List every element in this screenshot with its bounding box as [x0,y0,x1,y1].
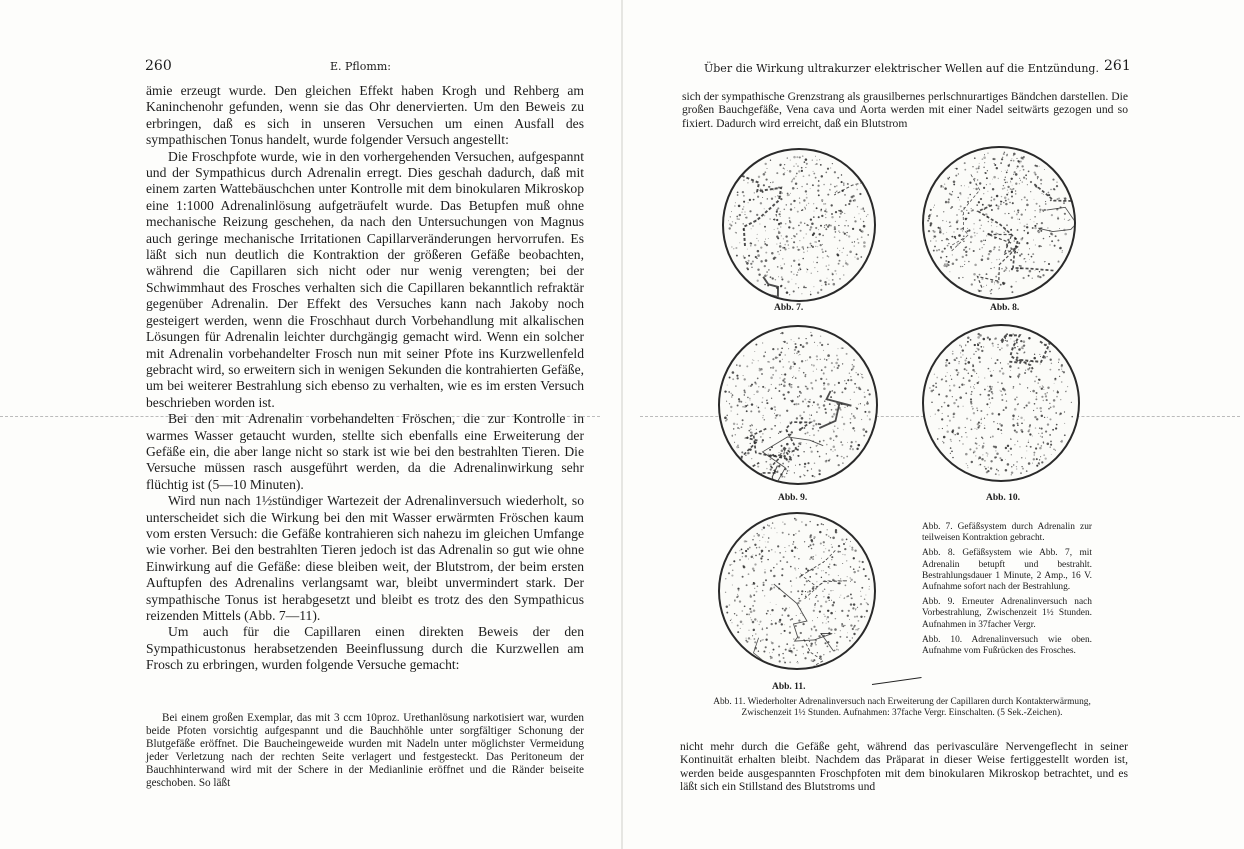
caption-10: Abb. 10. Adrenalinversuch wie oben. Aufnahme vom Fußrücken des Frosches. [922,634,1092,657]
micrograph-abb-10 [922,324,1080,482]
micrograph-abb-7 [722,148,876,302]
figure-label-11: Abb. 11. [772,682,806,692]
figure-label-8: Abb. 8. [990,303,1020,313]
running-head-left: E. Pflomm: [330,60,391,73]
paragraph-2: Die Froschpfote wurde, wie in den vorhergehenden Versuchen, aufgespannt und der Sympathicus durch Adrenalin erregt. Dies geschah dadurch, daß mit einem zarten Wattebäuschchen unter Kontrolle mit dem binokularen Mikroskop eine 1:1000 Adrenalinlösung aufgeträufelt wurde. Das Betupfen muß ohne mechanische Reizung geschehen, da nach den Untersuchungen von Magnus auch geringe mechanische Irritationen Capillarveränderungen hervorrufen. Es läßt sich nun deutlich die Kontraktion der größeren Gefäße beobachten, während die Capillaren sich nicht oder nur wenig verengten; bei der Schwimmhaut des Frosches verhalten sich die Capillaren bekanntlich refraktär gegenüber Adrenalin. Der Effekt des Versuches kann nach Jakoby noch gesteigert werden, wenn die Froschhaut durch Vorbehandlung mit alkalischen Lösungen für Adrenalin leichter durchgängig gemacht wird. Wenn ein solcher mit Adrenalin vorbehandelter Frosch nun mit seiner Pfote ins Kurzwellenfeld gebracht wird, so erweitern sich in wenigen Sekunden die kontrahierten Gefäße, um bei weiterer Bestrahlung sich ebenso zu verhalten, wie es im ersten Versuch beschrieben worden ist. [146,148,584,410]
right-bottom-text: nicht mehr durch die Gefäße geht, während das perivasculäre Nervengeflecht in seiner Kontinuität erhalten bleibt. Nachdem das Präparat in dieser Weise fertiggestellt worden ist, werden beide ausgespannten Froschpfoten mit dem binokularen Mikroskop betrachtet, und es läßt sich ein Stillstand des Blutstroms und [680,740,1128,794]
figure-label-10: Abb. 10. [986,493,1021,503]
micrograph-abb-8 [922,146,1076,300]
caption-8: Abb. 8. Gefäßsystem wie Abb. 7, mit Adrenalin betupft und bestrahlt. Bestrahlungsdauer 1 Minute, 2 Amp., 16 V. Aufnahme sofort nach der Bestrahlung. [922,548,1092,593]
pointer-line [872,677,922,685]
caption-7: Abb. 7. Gefäßsystem durch Adrenalin zur teilweisen Kontraktion gebracht. [922,522,1092,544]
micrograph-abb-11 [718,512,876,670]
paragraph-3: Bei den mit Adrenalin vorbehandelten Fröschen, die zur Kontrolle in warmes Wasser getaucht wurden, stellte sich ebenfalls eine Erweiterung der Gefäße ein, die aber lange nicht so stark ist wie bei den bestrahlten Tieren. Die Versuche müssen rasch ausgeführt werden, da die Adrenalinwirkung sehr flüchtig ist (5—10 Minuten). [146,411,584,492]
figure-label-9: Abb. 9. [778,493,808,503]
paragraph-5: Um auch für die Capillaren einen direkten Beweis der den Sympathicustonus herabsetzenden Beeinflussung durch die Kurzwellen am Frosch zu erbringen, wurden folgende Versuche gemacht: [146,624,584,673]
paragraph-1: ämie erzeugt wurde. Den gleichen Effekt haben Krogh und Rehberg am Kaninchenohr gefunden, wenn sie das Ohr denervierten. Um den Beweis zu erbringen, daß es sich in unseren Versuchen um einen Ausfall des sympathischen Tonus handelt, wurde folgender Versuch angestellt: [146,83,584,148]
left-small-text [146,712,584,791]
right-page [622,0,1244,849]
caption-11: Abb. 11. Wiederholter Adrenalinversuch nach Erweiterung der Capillaren durch Kontakterwärmung, Zwischenzeit 1½ Stunden. Aufnahmen: 37fache Vergr. Einschalten. (5 Sek.-Zeichen). [713,697,1091,719]
page-number-left: 260 [145,58,172,74]
captions-block [922,522,1092,661]
micrograph-abb-9 [718,325,878,485]
figure-label-7: Abb. 7. [774,303,804,313]
caption-9: Abb. 9. Erneuter Adrenalinversuch nach Vorbestrahlung, Zwischenzeit 1½ Stunden. Aufnahmen in 37facher Vergr. [922,597,1092,630]
paragraph-4: Wird nun nach 1½stündiger Wartezeit der Adrenalinversuch wiederholt, so unterscheidet sich die Wirkung bei den mit Wasser erwärmten Fröschen kaum vom ersten Versuch: die Gefäße kontrahieren sich nahezu im gleichen Umfange wie vorher. Bei den bestrahlten Tieren jedoch ist das Adrenalin so gut wie ohne Einwirkung auf die Gefäße: diese bleiben weit, der Blutstrom, der beim ersten Auftupfen des Adrenalins verlangsamt war, bleibt unvermindert stark. Der sympathische Tonus ist herabgesetzt und bleibt es trotz des den Sympathicus reizenden Mittels (Abb. 7—11). [146,493,584,623]
right-intro-text: sich der sympathische Grenzstrang als grausilbernes perlschnurartiges Bändchen darstellen. Die großen Bauchgefäße, Vena cava und Aorta werden mit einer Nadel seitwärts gezogen und so fixiert. Dadurch wird erreicht, daß ein Blutstrom [682,90,1128,130]
small-paragraph: Bei einem großen Exemplar, das mit 3 ccm 10proz. Urethanlösung narkotisiert war, wurden beide Pfoten vorsichtig aufgespannt und die Bauchhöhle unter sorgfältiger Schonung der Blutgefäße eröffnet. Die Baucheingeweide wurden mit Nadeln unter möglichster Vermeidung jeder Verletzung nach der rechten Seite verlagert und festgesteckt. Das Peritoneum der Bauchhinterwand wird mit der Schere in der Medianlinie eröffnet und die Ränder beiseite geschoben. So läßt [146,712,584,790]
page-number-right: 261 [1104,58,1131,74]
left-body-text [146,83,584,674]
running-head-right: Über die Wirkung ultrakurzer elektrischer Wellen auf die Entzündung. [704,62,1099,75]
